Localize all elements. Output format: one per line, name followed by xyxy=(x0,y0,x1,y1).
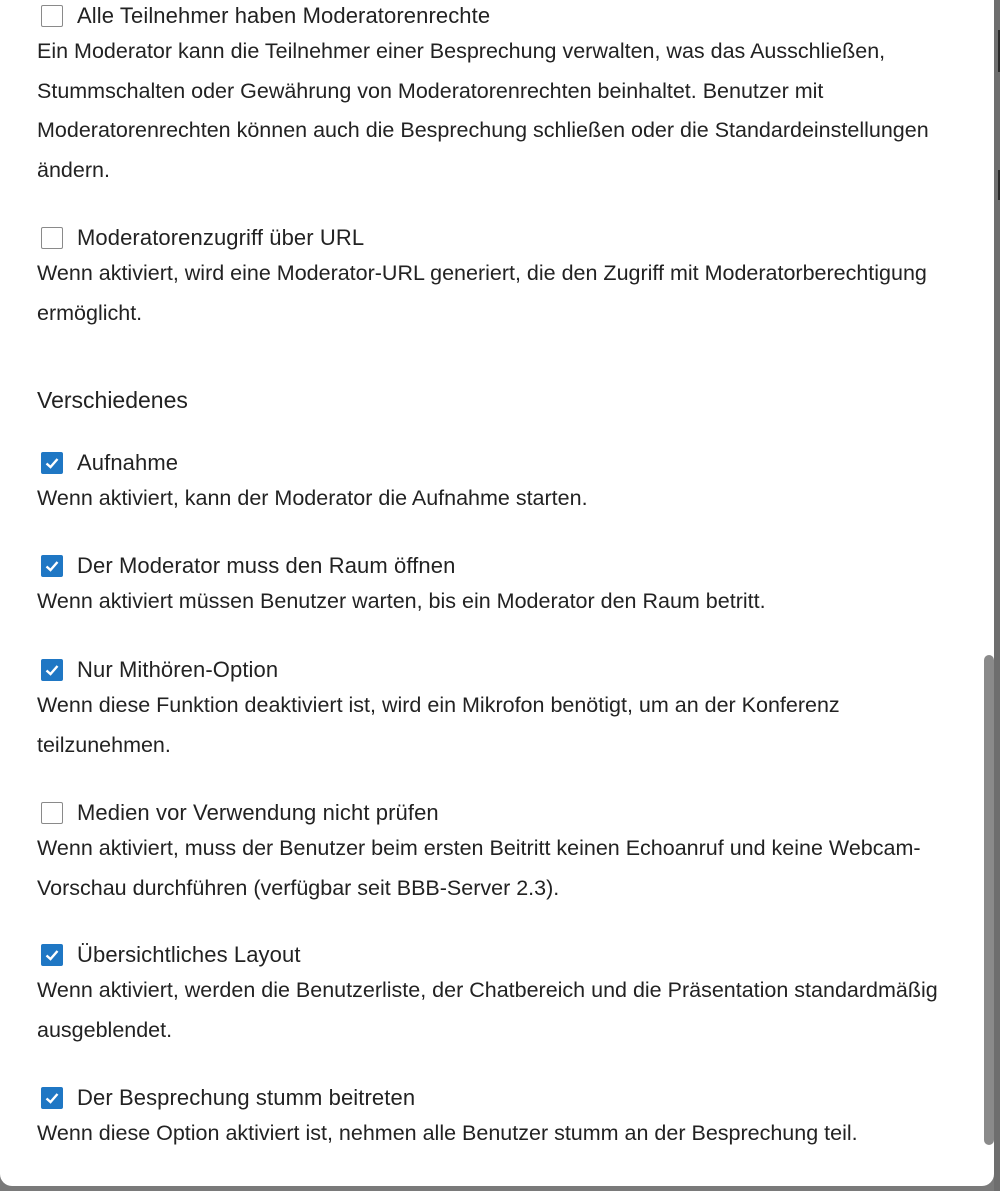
recording-description: Wenn aktiviert, kann der Moderator die Aufnahme starten. xyxy=(37,486,588,510)
scrollbar-thumb[interactable] xyxy=(984,655,994,1145)
moderator-url-checkbox[interactable] xyxy=(41,227,63,249)
check-icon xyxy=(44,662,60,678)
option-row xyxy=(37,940,957,970)
check-icon xyxy=(44,558,60,574)
skip-media-check-label[interactable]: Medien vor Verwendung nicht prüfen xyxy=(77,800,439,825)
moderator-opens-description: Wenn aktiviert müssen Benutzer warten, bis ein Moderator den Raum betritt. xyxy=(37,589,766,613)
option-row xyxy=(37,1,957,31)
recording-checkbox[interactable] xyxy=(41,452,63,474)
listen-only-label[interactable]: Nur Mithören-Option xyxy=(77,657,279,682)
option-moderator-url xyxy=(37,223,957,333)
option-listen-only xyxy=(37,655,957,765)
option-recording xyxy=(37,448,957,519)
moderator-url-description: Wenn aktiviert, wird eine Moderator-URL generiert, die den Zugriff mit Moderatorberechtigung ermöglicht. xyxy=(37,261,927,325)
option-skip-media-check xyxy=(37,798,957,908)
option-clean-layout xyxy=(37,940,957,1050)
option-join-muted xyxy=(37,1083,957,1154)
recording-label[interactable]: Aufnahme xyxy=(77,450,179,475)
section-title-misc: Verschiedenes xyxy=(37,387,188,413)
join-muted-checkbox[interactable] xyxy=(41,1087,63,1109)
option-row xyxy=(37,551,957,581)
moderator-opens-label[interactable]: Der Moderator muss den Raum öffnen xyxy=(77,553,456,578)
option-row xyxy=(37,655,957,685)
check-icon xyxy=(44,455,60,471)
skip-media-check-description: Wenn aktiviert, muss der Benutzer beim ersten Beitritt keinen Echoanruf und keine Webcam-Vorschau durchführen (verfügbar seit BBB-Server 2.3). xyxy=(37,836,921,900)
option-all-moderators xyxy=(37,1,957,190)
moderator-url-label[interactable]: Moderatorenzugriff über URL xyxy=(77,225,365,250)
check-icon xyxy=(44,1090,60,1106)
clean-layout-label[interactable]: Übersichtliches Layout xyxy=(77,942,301,967)
moderator-opens-checkbox[interactable] xyxy=(41,555,63,577)
join-muted-description: Wenn diese Option aktiviert ist, nehmen alle Benutzer stumm an der Besprechung teil. xyxy=(37,1121,858,1145)
all-moderators-description: Ein Moderator kann die Teilnehmer einer Besprechung verwalten, was das Ausschließen, Stummschalten oder Gewährung von Moderatorenrechten beinhaltet. Benutzer mit Moderatorenrechten können auch die Besprechung schließen oder die Standardeinstellungen ändern. xyxy=(37,39,929,182)
listen-only-checkbox[interactable] xyxy=(41,659,63,681)
option-row xyxy=(37,798,957,828)
all-moderators-checkbox[interactable] xyxy=(41,5,63,27)
clean-layout-description: Wenn aktiviert, werden die Benutzerliste, der Chatbereich und die Präsentation standardmäßig ausgeblendet. xyxy=(37,978,938,1042)
option-row xyxy=(37,223,957,253)
skip-media-check-checkbox[interactable] xyxy=(41,802,63,824)
check-icon xyxy=(44,947,60,963)
clean-layout-checkbox[interactable] xyxy=(41,944,63,966)
join-muted-label[interactable]: Der Besprechung stumm beitreten xyxy=(77,1085,416,1110)
option-moderator-opens xyxy=(37,551,957,622)
listen-only-description: Wenn diese Funktion deaktiviert ist, wird ein Mikrofon benötigt, um an der Konferenz teilzunehmen. xyxy=(37,693,840,757)
all-moderators-label[interactable]: Alle Teilnehmer haben Moderatorenrechte xyxy=(77,3,491,28)
option-row xyxy=(37,1083,957,1113)
option-row xyxy=(37,448,957,478)
